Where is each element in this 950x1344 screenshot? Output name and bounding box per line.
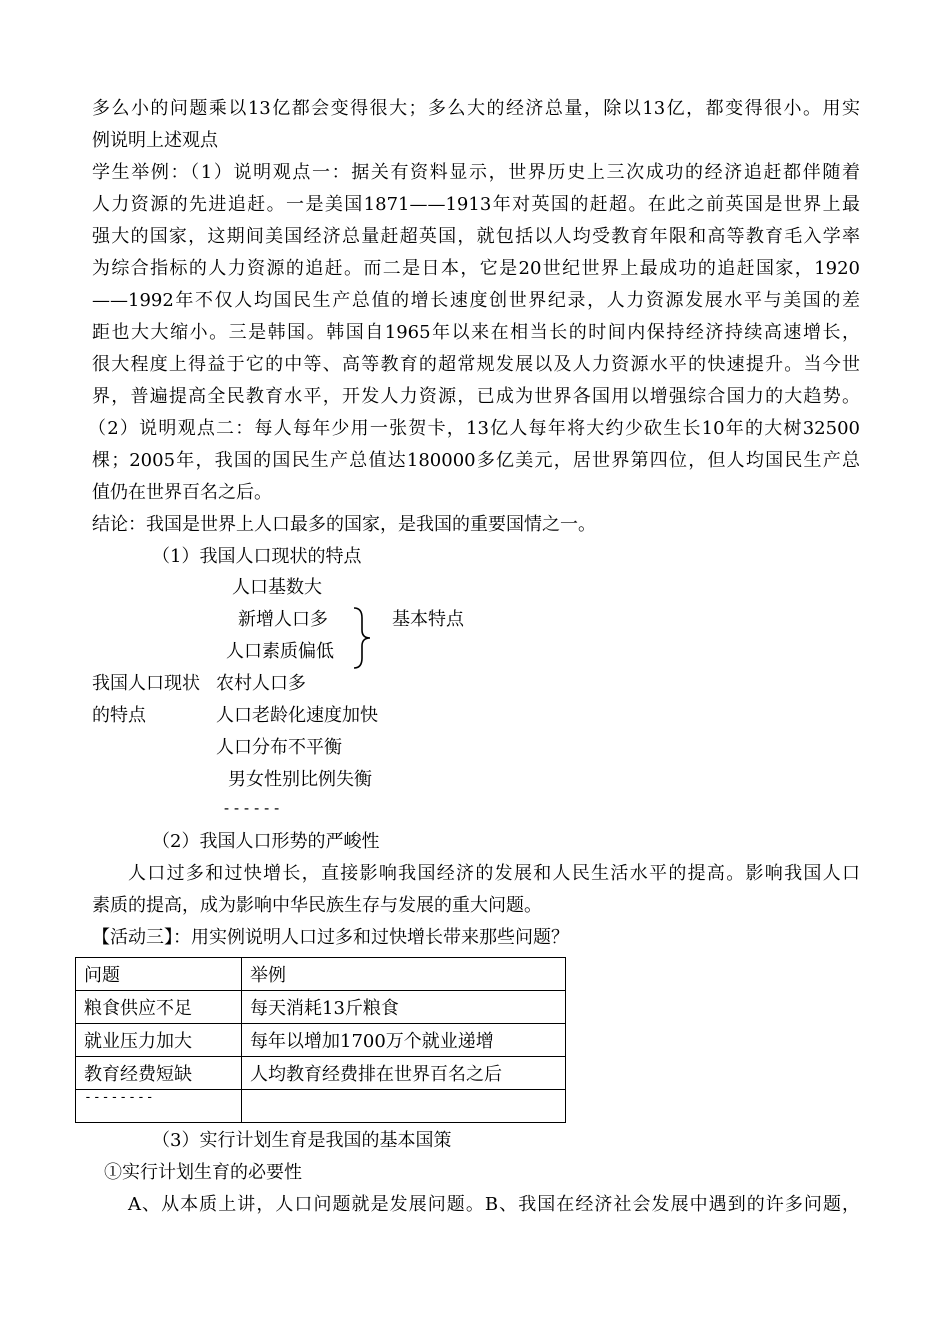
table-row [76,991,566,1024]
paragraph-line: 距也大大缩小。三是韩国。韩国自1965年以来在相当长的时间内保持经济持续高速增长， [92,322,860,343]
paragraph-line: 人力资源的先进追赶。一是美国1871——1913年对英国的赶超。在此之前英国是世界上最 [92,194,860,215]
table-header-row [76,958,566,991]
paragraph-line: 学生举例：（1）说明观点一：据关有资料显示，世界历史上三次成功的经济追赶都伴随着 [92,162,860,183]
table-header-cell: 举例 [242,958,566,991]
paragraph-line: 界，普遍提高全民教育水平，开发人力资源，已成为世界各国用以增强综合国力的大趋势。 [92,386,860,407]
table-cell: 每年以增加1700万个就业递增 [242,1024,566,1057]
basic-feature-item: 新增人口多 [238,609,328,630]
feature-item: 人口分布不平衡 [216,737,342,758]
section-heading: （2）我国人口形势的严峻性 [152,831,380,852]
paragraph-line: 素质的提高，成为影响中华民族生存与发展的重大问题。 [92,895,542,916]
table-cell: -------- [76,1090,242,1123]
paragraph-line: （2）说明观点二：每人每年少用一张贺卡，13亿人每年将大约少砍生长10年的大树32500 [88,418,860,439]
table-row [76,1024,566,1057]
section-heading: （1）我国人口现状的特点 [152,546,362,567]
section-heading: （3）实行计划生育是我国的基本国策 [152,1130,452,1151]
table-cell: 粮食供应不足 [76,991,242,1024]
basic-feature-item: 人口素质偏低 [226,641,334,662]
sub-heading: ①实行计划生育的必要性 [104,1162,302,1183]
intro-line: 多么小的问题乘以13亿都会变得很大；多么大的经济总量，除以13亿，都变得很小。用实 [92,98,860,119]
table-row [76,1057,566,1090]
feature-item: 男女性别比例失衡 [228,769,372,790]
ellipsis-dashes: ------ [222,799,283,817]
table-header-cell: 问题 [76,958,242,991]
paragraph-line: 棵；2005年，我国的国民生产总值达180000多亿美元，居世界第四位，但人均国民生产总 [92,450,860,471]
right-brace-icon [350,606,378,670]
activity-title: 【活动三】：用实例说明人口过多和过快增长带来那些问题？ [92,927,569,948]
feature-item: 人口老龄化速度加快 [216,705,378,726]
intro-line: 例说明上述观点 [92,130,218,151]
paragraph-line: 为综合指标的人力资源的追赶。而二是日本，它是20世纪世界上最成功的追赶国家，1920 [92,258,860,279]
basic-feature-item: 人口基数大 [232,577,322,598]
features-label: 我国人口现状 [92,673,200,694]
paragraph-line: 强大的国家，这期间美国经济总量赶超英国，就包括以人均受教育年限和高等教育毛入学率 [92,226,860,247]
conclusion: 结论：我国是世界上人口最多的国家，是我国的重要国情之一。 [92,514,596,535]
paragraph-line: ——1992年不仅人均国民生产总值的增长速度创世界纪录，人力资源发展水平与美国的差 [92,290,860,311]
table-cell: 教育经费短缺 [76,1057,242,1090]
table-cell: 就业压力加大 [76,1024,242,1057]
basic-feature-label: 基本特点 [392,609,464,630]
table-cell: 人均教育经费排在世界百名之后 [242,1057,566,1090]
paragraph-line: 值仍在世界百名之后。 [92,482,272,503]
paragraph-line: A、从本质上讲，人口问题就是发展问题。B、我国在经济社会发展中遇到的许多问题， [128,1194,860,1215]
paragraph-line: 很大程度上得益于它的中等、高等教育的超常规发展以及人力资源水平的快速提升。当今世 [92,354,860,375]
table-cell [242,1090,566,1123]
paragraph-line: 人口过多和过快增长，直接影响我国经济的发展和人民生活水平的提高。影响我国人口 [128,863,860,884]
activity-table [75,957,566,1123]
table-row [76,1090,566,1123]
features-label: 的特点 [92,705,146,726]
feature-item: 农村人口多 [216,673,306,694]
table-cell: 每天消耗13斤粮食 [242,991,566,1024]
